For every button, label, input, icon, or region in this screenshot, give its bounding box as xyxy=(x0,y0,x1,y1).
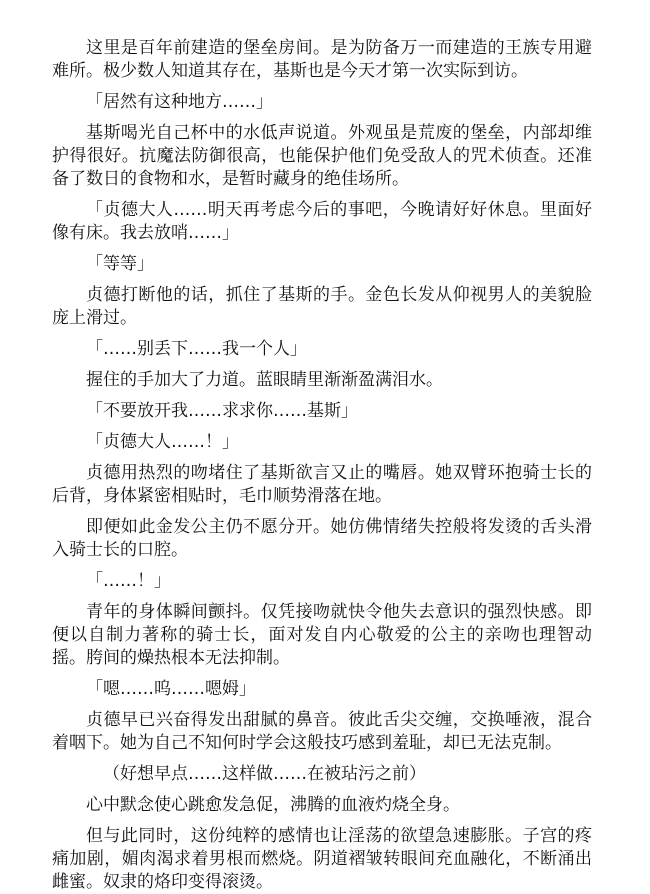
narration-paragraph: 即便如此金发公主仍不愿分开。她仿佛情绪失控般将发烫的舌头滑入骑士长的口腔。 xyxy=(52,517,592,560)
dialogue-paragraph: 「……！」 xyxy=(86,571,171,591)
dialogue-paragraph: 「贞德大人……明天再考虑今后的事吧，今晚请好好休息。里面好像有床。我去放哨……」 xyxy=(52,200,592,243)
dialogue-paragraph: 「等等」 xyxy=(86,254,154,274)
narration-paragraph: 但与此同时，这份纯粹的感情也让淫荡的欲望急速膨胀。子宫的疼痛加剧，媚肉渴求着男根而燃烧。阴道褶皱转眼间充血融化，不断涌出雌蜜。奴隶的烙印变得滚烫。 xyxy=(52,826,592,892)
body-text xyxy=(52,37,592,894)
narration-paragraph: 这里是百年前建造的堡垒房间。是为防备万一而建造的王族专用避难所。极少数人知道其存在，基斯也是今天才第一次实际到访。 xyxy=(52,38,592,81)
dialogue-paragraph: 「居然有这种地方……」 xyxy=(86,92,273,112)
dialogue-paragraph: 「贞德大人……！」 xyxy=(86,432,239,452)
narration-paragraph: 青年的身体瞬间颤抖。仅凭接吻就快令他失去意识的强烈快感。即便以自制力著称的骑士长，面对发自内心敬爱的公主的亲吻也理智动摇。胯间的燥热根本无法抑制。 xyxy=(52,602,592,668)
narration-paragraph: 心中默念使心跳愈发急促，沸腾的血液灼烧全身。 xyxy=(86,795,460,815)
dialogue-paragraph: 「嗯……呜……嗯姆」 xyxy=(86,679,256,699)
narration-paragraph: 贞德用热烈的吻堵住了基斯欲言又止的嘴唇。她双臂环抱骑士长的后背，身体紧密相贴时，毛巾顺势滑落在地。 xyxy=(52,463,592,506)
dialogue-paragraph: 「……别丢下……我一个人」 xyxy=(86,339,307,359)
narration-paragraph: 贞德打断他的话，抓住了基斯的手。金色长发从仰视男人的美貌脸庞上滑过。 xyxy=(52,285,592,328)
narration-paragraph: 握住的手加大了力道。蓝眼睛里渐渐盈满泪水。 xyxy=(86,370,443,390)
thought-paragraph: （好想早点……这样做……在被玷污之前） xyxy=(103,764,426,784)
narration-paragraph: 贞德早已兴奋得发出甜腻的鼻音。彼此舌尖交缠，交换唾液，混合着咽下。她为自己不知何时学会这般技巧感到羞耻，却已无法克制。 xyxy=(52,710,592,753)
dialogue-paragraph: 「不要放开我……求求你……基斯」 xyxy=(86,401,358,421)
narration-paragraph: 基斯喝光自己杯中的水低声说道。外观虽是荒废的堡垒，内部却维护得很好。抗魔法防御很高，也能保护他们免受敌人的咒术侦查。还准备了数日的食物和水，是暂时藏身的绝佳场所。 xyxy=(52,123,592,189)
